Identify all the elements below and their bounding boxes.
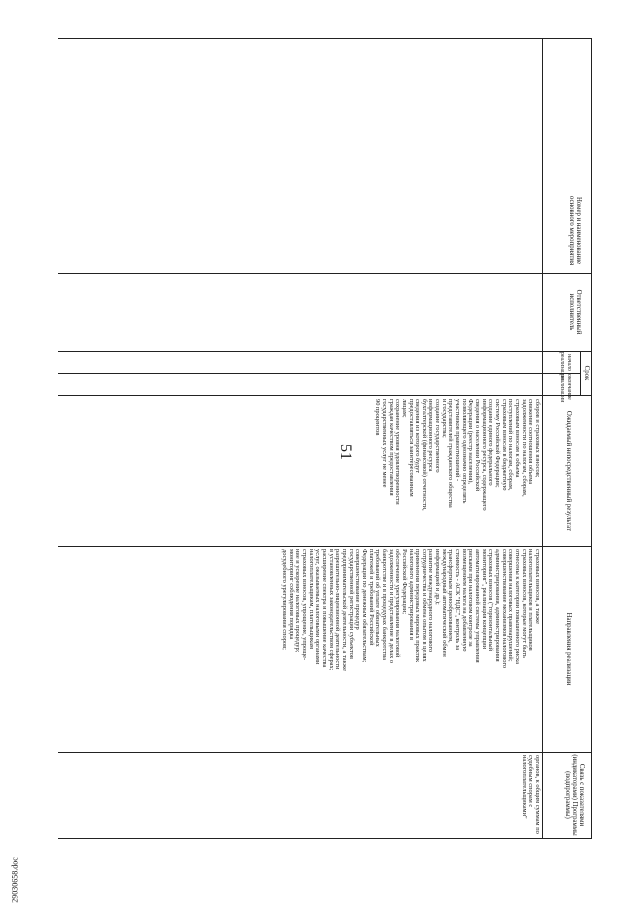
cell-line: банкротстве и в процедурах банкротства: [380, 549, 388, 660]
cell-line: налогового администрирования в: [407, 549, 415, 641]
header-indicators: Связь с показателями (индикаторами) Программы (подпрограммы): [563, 754, 585, 836]
cell-line: требований об уплате обязательных: [374, 549, 382, 647]
cell-line: налогоплательщиков и плательщиков: [527, 549, 535, 651]
header-result: Ожидаемый непосредственный результат: [565, 410, 572, 532]
cell-line: позволяющего однозначно определять: [460, 399, 468, 504]
cell-line: создание единого федерального: [487, 399, 495, 486]
cell-line: мониторинг соблюдения порядка: [287, 549, 295, 640]
cell-line: задолженности и представление в делах о: [387, 549, 395, 664]
cell-line: органов, к общим суммам по: [534, 755, 541, 834]
cell-line: систему Российской Федерации;: [494, 399, 502, 488]
cell-line: участников правоотношений -: [454, 399, 462, 482]
document-filename: 29030658.doc: [10, 857, 20, 903]
cell-line: граждан качеством предоставления: [387, 399, 395, 496]
cell-line: возмещением налога на добавленную: [460, 549, 468, 652]
col-divider-2: [58, 351, 592, 352]
header-start: начало реализации: [559, 352, 572, 381]
cell-line: предпринимательской деятельности, а также: [340, 549, 348, 671]
cell-line: налогоплательщиками": [520, 755, 528, 819]
cell-line: сборов и страховых взносов;: [534, 399, 541, 478]
cell-line: судебным спорам с: [527, 755, 535, 808]
cell-line: разрешительно-лицензионной деятельности: [334, 549, 342, 670]
col-divider-4: [58, 395, 592, 396]
cell-line: создание государственного: [434, 399, 442, 473]
cell-line: предоставляться заинтересованным: [407, 399, 415, 497]
cell-line: стоимость - АСК "НДС", контроль за: [454, 549, 462, 651]
cell-line: досудебного урегулирования споров;: [281, 549, 289, 650]
col-divider-1: [58, 273, 592, 274]
cell-line: страховым взносам в бюджетную: [500, 399, 508, 491]
cell-line: информационного ресурса, содержащего: [480, 399, 488, 511]
cell-line: мониторинг", реализация концепции: [480, 549, 488, 650]
cell-line: отнесены к категории повышенного риска: [514, 549, 522, 664]
cell-line: налогоплательщикам, плательщикам: [307, 549, 315, 650]
header-srok: Срок: [583, 365, 590, 381]
cell-line: ние и ускорение налоговых процедур;: [294, 549, 302, 653]
cell-line: совершенствование механизмов налогового: [500, 549, 508, 669]
page-number: 51: [337, 444, 354, 460]
header-executor: Ответственный исполнитель: [567, 289, 582, 335]
cell-line: страховым взносам к объема: [514, 399, 522, 478]
cell-line: Федерации по денежным обязательствам;: [360, 549, 368, 663]
cell-line: рисками при налоговом контроле за: [467, 549, 475, 647]
cell-line: страховых взносов, которые могут быть: [520, 549, 528, 658]
table-border-top: [591, 38, 592, 838]
cell-line: Российской Федерации;: [400, 549, 408, 615]
cell-line: страховых взносов, а также: [534, 549, 541, 624]
cell-line: государственных услуг не менее: [380, 399, 388, 488]
cell-line: сведения о населении Российской: [474, 399, 482, 492]
cell-line: страховых взносов ("горизонтальный: [487, 549, 495, 652]
cell-line: платежей и требований Российской: [367, 549, 375, 646]
cell-line: снижение соотношения объема: [527, 399, 535, 485]
indicators-cell: [520, 755, 540, 834]
cell-line: поступлений по налогам, сборам,: [507, 399, 515, 491]
col-divider-3: [58, 373, 581, 374]
cell-line: международный автоматический обмен: [440, 549, 448, 657]
cell-line: представителей гражданского общества: [447, 399, 455, 508]
cell-line: услуг, оказываемых налоговыми органами: [314, 549, 322, 665]
header-number-name: Номер и наименование основного мероприятия: [567, 195, 582, 266]
table-border-left: [58, 38, 592, 39]
cell-line: в установленных законодательством сферах;: [327, 549, 335, 671]
cell-line: сотрудничества и обмена опытом в целях: [420, 549, 428, 662]
cell-line: Федерации (реестр населения),: [467, 399, 475, 484]
cell-line: совершенствование процедур: [354, 549, 362, 630]
header-divider: [542, 38, 543, 838]
directions-cell: [280, 549, 540, 671]
cell-line: автоматизированной системы управления: [474, 549, 482, 663]
cell-line: применения передовых мировых практик: [414, 549, 422, 663]
col-divider-5: [58, 546, 592, 547]
cell-line: государственной регистрации субъектов: [347, 549, 355, 659]
cell-line: совершения налоговых правонарушений;: [507, 549, 515, 662]
cell-line: бухгалтерской (финансовой) отчетности,: [420, 399, 428, 511]
program-table: [58, 38, 592, 838]
cell-line: расширение спектра и повышение качества: [321, 549, 328, 668]
result-cell: [374, 399, 540, 511]
header-directions: Направления реализации: [565, 612, 572, 686]
cell-line: задолженности по налогам, сборам,: [520, 399, 528, 497]
cell-line: администрирования, администрирования: [494, 549, 502, 662]
cell-line: трансфертным ценообразованием,: [447, 549, 455, 643]
table-border-right: [58, 838, 592, 839]
cell-line: лицам;: [400, 399, 408, 418]
cell-line: и государства;: [440, 399, 448, 438]
cell-line: информацией и др.);: [434, 549, 442, 605]
cell-line: 90 процентов: [374, 399, 382, 436]
cell-line: развитие международного налогового: [427, 549, 435, 653]
cell-line: обеспечение урегулирования налоговой: [394, 549, 402, 658]
cell-line: сведения из которого будут: [414, 399, 422, 474]
header-end: окончание реализации: [559, 374, 572, 403]
col-divider-6: [58, 752, 592, 753]
cell-line: страховых взносов, упрощение, упроще-: [301, 549, 309, 661]
cell-line: сохранение уровня удовлетворенности: [394, 399, 402, 505]
cell-line: информационного ресурса: [427, 399, 435, 472]
